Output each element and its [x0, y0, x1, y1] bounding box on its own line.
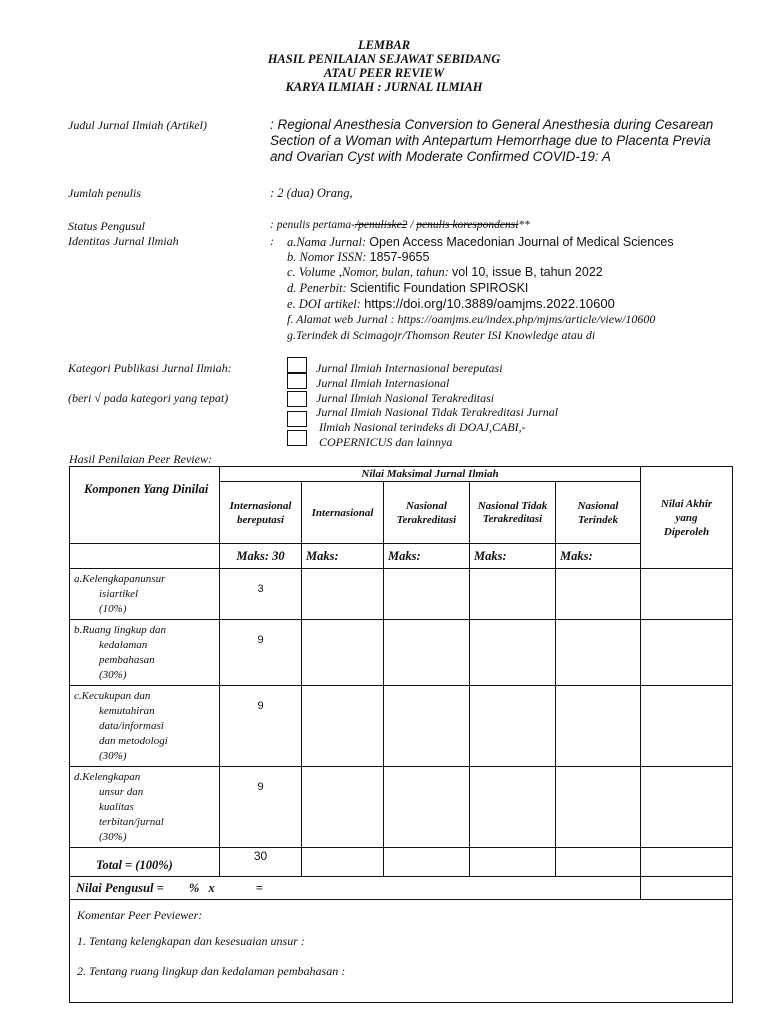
cell-b-3[interactable]	[384, 620, 470, 686]
score-d[interactable]: 9	[220, 767, 302, 848]
identitas-label: Identitas Jurnal Ilmiah	[68, 234, 179, 248]
maks-internasional-bereputasi: Maks: 30	[220, 544, 302, 569]
identitas-d-label: d. Penerbit:	[287, 281, 347, 295]
komponen-b	[70, 620, 220, 686]
col-header-nasional-terakreditasi: Nasional Terakreditasi	[384, 482, 470, 544]
kategori-option-5: Ilmiah Nasional terindeks di DOAJ,CABI,-	[319, 420, 526, 434]
cell-a-3[interactable]	[384, 569, 470, 620]
nilai-pengusul-label: Nilai Pengusul =	[76, 880, 164, 895]
identitas-c	[287, 265, 603, 280]
nilai-pengusul-row	[70, 877, 733, 900]
table-row	[70, 620, 733, 686]
identitas-c-label: c. Volume ,Nomor, bulan, tahun:	[287, 265, 449, 279]
status-suffix: **	[518, 219, 530, 231]
cell-c-5[interactable]	[556, 686, 641, 767]
kategori-label: Kategori Publikasi Jurnal Ilmiah:	[68, 361, 232, 375]
status-label: Status Pengusul	[68, 219, 145, 233]
kategori-checkbox-5[interactable]	[287, 430, 307, 446]
komponen-c-l2: kemutahiran	[99, 705, 155, 717]
cell-d-3[interactable]	[384, 767, 470, 848]
total-label: Total = (100%)	[70, 848, 220, 877]
total-cell-2[interactable]	[302, 848, 384, 877]
maks-row-label-cell	[70, 544, 220, 569]
total-cell-3[interactable]	[384, 848, 470, 877]
komponen-d-l1: d.Kelengkapan	[74, 771, 141, 783]
identitas-e-value: https://doi.org/10.3889/oamjms.2022.10600	[364, 296, 615, 311]
komponen-a-l3: (10%)	[99, 603, 127, 615]
col-header-internasional: Internasional	[302, 482, 384, 544]
score-c[interactable]: 9	[220, 686, 302, 767]
cell-c-4[interactable]	[470, 686, 556, 767]
jumlah-label: Jumlah penulis	[68, 186, 141, 200]
komponen-b-l4: (30%)	[99, 669, 127, 681]
score-a[interactable]: 3	[220, 569, 302, 620]
score-b[interactable]: 9	[220, 620, 302, 686]
cell-b-4[interactable]	[470, 620, 556, 686]
komponen-d-l2: unsur dan	[99, 786, 144, 798]
total-cell-5[interactable]	[556, 848, 641, 877]
kategori-option-3: Jurnal Ilmiah Nasional Terakreditasi	[316, 391, 495, 405]
nilai-maksimal-header: Nilai Maksimal Jurnal Ilmiah	[220, 467, 641, 482]
total-value[interactable]: 30	[220, 848, 302, 877]
komentar-item-1: 1. Tentang kelengkapan dan kesesuaian unsur :	[77, 934, 305, 948]
kategori-checkbox-2[interactable]	[287, 373, 307, 389]
cell-d-akhir[interactable]	[641, 767, 733, 848]
doc-title-line3: ATAU PEER REVIEW	[323, 66, 445, 80]
table-row	[70, 569, 733, 620]
identitas-a-label: a.Nama Jurnal:	[287, 235, 367, 249]
table-row	[70, 767, 733, 848]
judul-line2: Section of a Woman with Antepartum Hemorrhage due to Placenta Previa	[270, 133, 711, 148]
nilai-akhir-header: Nilai Akhir yang Diperoleh	[641, 467, 733, 569]
judul-value	[270, 117, 713, 165]
nilai-pengusul-pct: %	[188, 880, 200, 895]
nilai-pengusul-cell	[70, 877, 641, 900]
cell-b-5[interactable]	[556, 620, 641, 686]
maks-nasional-terindek: Maks:	[556, 544, 641, 569]
komponen-d-l3: kualitas	[99, 801, 134, 813]
identitas-a-value: Open Access Macedonian Journal of Medical Sciences	[369, 235, 674, 249]
doc-title-line1: LEMBAR	[357, 38, 411, 52]
nilai-pengusul-x: x	[208, 880, 215, 895]
identitas-f-value[interactable]: https://oamjms.eu/index.php/mjms/article/view/10600	[397, 312, 656, 326]
cell-d-4[interactable]	[470, 767, 556, 848]
identitas-g: g.Terindek di Scimagojr/Thomson Reuter ISI Knowledge atau di	[287, 328, 596, 342]
col-header-nasional-tidak-terakreditasi: Nasional Tidak Terakreditasi	[470, 482, 556, 544]
judul-line3: and Ovarian Cyst with Moderate Confirmed COVID-19: A	[270, 149, 611, 164]
identitas-b-label: b. Nomor ISSN:	[287, 250, 367, 264]
komponen-c	[70, 686, 220, 767]
komentar-cell[interactable]	[70, 900, 733, 1003]
komponen-a	[70, 569, 220, 620]
status-value	[270, 219, 530, 231]
komponen-c-l4: dan metodologi	[99, 735, 168, 747]
hasil-caption: Hasil Penilaian Peer Review:	[69, 452, 212, 466]
kategori-checkbox-3[interactable]	[287, 391, 307, 407]
total-cell-4[interactable]	[470, 848, 556, 877]
kategori-option-2: Jurnal Ilmiah Internasional	[316, 376, 450, 390]
komponen-b-l3: pembahasan	[99, 654, 155, 666]
cell-b-2[interactable]	[302, 620, 384, 686]
col-header-internasional-bereputasi: Internasional bereputasi	[220, 482, 302, 544]
table-row	[70, 686, 733, 767]
identitas-b-value: 1857-9655	[369, 250, 430, 264]
komentar-item-2: 2. Tentang ruang lingkup dan kedalaman pembahasan :	[77, 964, 346, 978]
kategori-option-6: COPERNICUS dan lainnya	[319, 435, 453, 449]
judul-line1: : Regional Anesthesia Conversion to General Anesthesia during Cesarean	[270, 117, 714, 132]
identitas-e-label: e. DOI artikel:	[287, 297, 361, 311]
cell-a-5[interactable]	[556, 569, 641, 620]
identitas-d	[287, 281, 528, 296]
kategori-checkbox-1[interactable]	[287, 357, 307, 373]
nilai-pengusul-eq: =	[255, 880, 263, 895]
judul-label: Judul Jurnal Ilmiah (Artikel)	[68, 118, 207, 132]
cell-d-2[interactable]	[302, 767, 384, 848]
komponen-c-l1: c.Kecukupan dan	[74, 690, 151, 702]
doc-title-line4: KARYA ILMIAH : JURNAL ILMIAH	[285, 80, 483, 94]
maks-nasional-terakreditasi: Maks:	[384, 544, 470, 569]
kategori-checkbox-4[interactable]	[287, 411, 307, 427]
cell-c-3[interactable]	[384, 686, 470, 767]
cell-a-akhir[interactable]	[641, 569, 733, 620]
komponen-c-l3: data/informasi	[99, 720, 164, 732]
komentar-title: Komentar Peer Peviewer:	[77, 908, 203, 922]
jumlah-value: : 2 (dua) Orang,	[270, 186, 353, 200]
komponen-d-l4: terbitan/jurnal	[99, 816, 164, 828]
status-struck-2: penulis korespondensi	[416, 219, 519, 231]
identitas-b	[287, 250, 429, 265]
cell-b-akhir[interactable]	[641, 620, 733, 686]
komponen-b-l1: b.Ruang lingkup dan	[74, 624, 166, 636]
nilai-pengusul-akhir[interactable]	[641, 877, 733, 900]
identitas-f-label: f. Alamat web Jurnal :	[287, 312, 395, 326]
komponen-a-l1: a.Kelengkapanunsur	[74, 573, 166, 585]
identitas-f	[287, 312, 655, 327]
status-struck-1: /penuliske2	[354, 219, 408, 231]
kategori-option-1: Jurnal Ilmiah Internasional bereputasi	[316, 361, 503, 375]
status-prefix: : penulis pertama-	[270, 219, 355, 231]
identitas-e	[287, 296, 615, 312]
komentar-row	[70, 900, 733, 1003]
maks-internasional: Maks:	[302, 544, 384, 569]
kategori-option-4: Jurnal Ilmiah Nasional Tidak Terakreditasi Jurnal	[316, 405, 559, 419]
cell-c-akhir[interactable]	[641, 686, 733, 767]
komponen-d-l5: (30%)	[99, 831, 127, 843]
identitas-a	[287, 235, 674, 250]
peer-review-table	[69, 466, 733, 1003]
komponen-header: Komponen Yang Dinilai	[70, 467, 220, 544]
cell-c-2[interactable]	[302, 686, 384, 767]
cell-d-5[interactable]	[556, 767, 641, 848]
kategori-hint: (beri √ pada kategori yang tepat)	[68, 391, 229, 405]
cell-a-2[interactable]	[302, 569, 384, 620]
col-header-nasional-terindek: Nasional Terindek	[556, 482, 641, 544]
cell-a-4[interactable]	[470, 569, 556, 620]
identitas-c-value: vol 10, issue B, tahun 2022	[451, 265, 603, 279]
identitas-d-value: Scientific Foundation SPIROSKI	[349, 281, 529, 295]
total-row	[70, 848, 733, 877]
maks-nasional-tidak-terakreditasi: Maks:	[470, 544, 556, 569]
komponen-a-l2: isiartikel	[99, 588, 139, 600]
doc-title-line2: HASIL PENILAIAN SEJAWAT SEBIDANG	[267, 52, 501, 66]
komponen-c-l5: (30%)	[99, 750, 127, 762]
identitas-colon: :	[270, 234, 274, 248]
status-sep: /	[407, 219, 417, 231]
total-cell-akhir[interactable]	[641, 848, 733, 877]
komponen-d	[70, 767, 220, 848]
komponen-b-l2: kedalaman	[99, 639, 148, 651]
